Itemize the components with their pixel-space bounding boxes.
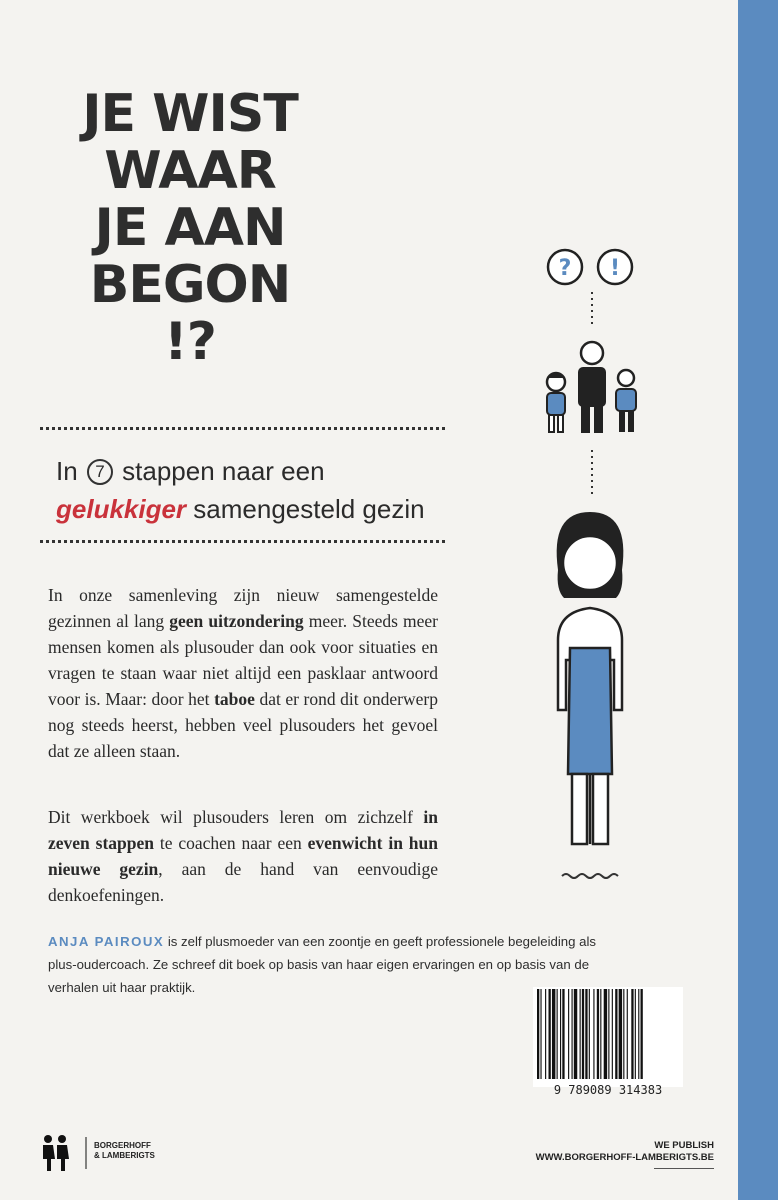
author-bio-text: is zelf plusmoeder van een zoontje en geeft professionele begeleiding als plus-oudercoach. Ze schreef dit boek op basis van haar eigen ervaringen en op basis van de verhalen uit haar praktijk. — [48, 934, 597, 995]
barcode-bar — [612, 989, 613, 1079]
blurb-paragraph-2 — [48, 804, 438, 908]
publisher-web — [536, 1140, 714, 1169]
tagline-highlight: gelukkiger — [56, 494, 187, 524]
barcode-bar — [635, 989, 636, 1079]
barcode-bar — [568, 989, 569, 1079]
barcode-bar — [615, 989, 617, 1079]
dotted-divider-top — [40, 427, 445, 430]
barcode-bars — [533, 987, 683, 1082]
family-illustration — [520, 240, 670, 890]
book-title — [0, 86, 380, 371]
publisher-underline — [654, 1168, 714, 1169]
p2-text-a: Dit werkboek wil plusouders leren om zichzelf — [48, 807, 413, 827]
step-count-badge: 7 — [87, 459, 113, 485]
blurb-paragraph-1 — [48, 582, 438, 764]
barcode — [533, 987, 683, 1087]
barcode-bar — [600, 989, 601, 1079]
barcode-bar — [619, 989, 622, 1079]
tagline-prefix: In — [56, 456, 78, 486]
barcode-bar — [562, 989, 564, 1079]
woman-icon — [557, 512, 624, 844]
publisher-name-line-1: BORGERHOFF — [94, 1141, 151, 1150]
p1-bold-d: taboe — [214, 689, 255, 709]
isbn-number: 9 789089 314383 — [553, 1083, 663, 1097]
barcode-bar — [627, 989, 628, 1079]
barcode-bar — [580, 989, 581, 1079]
p2-bold-d: evenwicht in hun nieuwe gezin — [48, 833, 438, 879]
tagline-line1-rest: stappen naar een — [122, 456, 325, 486]
title-line-1: JE WIST — [82, 84, 298, 144]
publisher-name — [94, 1141, 155, 1161]
dotted-divider-bottom — [40, 540, 445, 543]
barcode-bar — [623, 989, 624, 1079]
barcode-bar — [560, 989, 561, 1079]
p1-text-e: dat er rond dit onderwerp nog steeds heerst, hebben veel plusouders het gevoel dat ze alleen staan. — [48, 689, 438, 761]
p2-text-c: te coachen naar een — [159, 833, 302, 853]
publisher-website: WWW.BORGERHOFF-LAMBERIGTS.BE — [535, 1152, 714, 1163]
exclamation-bubble-icon — [598, 250, 632, 284]
barcode-bar — [549, 989, 551, 1079]
tagline — [56, 452, 496, 528]
barcode-bar — [608, 989, 609, 1079]
barcode-bar — [557, 989, 558, 1079]
barcode-bar — [589, 989, 590, 1079]
child-boy-icon — [616, 370, 636, 432]
title-line-2: WAAR — [104, 141, 276, 201]
title-line-3: JE AAN — [94, 198, 286, 258]
question-bubble-icon — [548, 250, 582, 284]
p1-text-c: meer. Steeds meer mensen komen als plusouder dan ook voor situaties en vragen te staan waar niet altijd een pasklaar antwoord voor is. Maar: door het — [48, 611, 438, 709]
publisher-name-line-2: & LAMBERIGTS — [94, 1151, 155, 1160]
title-line-4: BEGON — [89, 255, 291, 315]
barcode-bar — [604, 989, 607, 1079]
man-icon — [578, 342, 606, 433]
barcode-bar — [597, 989, 599, 1079]
svg-text:!: ! — [609, 256, 621, 281]
p1-text-a: In onze samenleving zijn nieuw samengestelde gezinnen al lang — [48, 585, 438, 631]
p1-bold-b: geen uitzondering — [169, 611, 304, 631]
barcode-bar — [552, 989, 555, 1079]
tagline-line-1 — [56, 452, 496, 490]
p2-text-e: , aan de hand van eenvoudige denkoefeningen. — [48, 859, 438, 905]
wave-divider — [562, 874, 618, 878]
tagline-line-2 — [56, 490, 496, 528]
barcode-bar — [638, 989, 639, 1079]
title-line-5: !? — [164, 312, 216, 372]
barcode-bar — [545, 989, 546, 1079]
barcode-bar — [593, 989, 594, 1079]
barcode-bar — [572, 989, 573, 1079]
book-spine — [738, 0, 778, 1200]
barcode-bar — [540, 989, 541, 1079]
tagline-line2-rest: samengesteld gezin — [193, 494, 425, 524]
barcode-bar — [585, 989, 587, 1079]
author-bio — [48, 930, 608, 999]
publisher-tagline: WE PUBLISH — [654, 1140, 714, 1151]
p2-bold-b: in zeven stappen — [48, 807, 439, 853]
barcode-bar — [582, 989, 584, 1079]
child-girl-icon — [547, 372, 565, 432]
author-name: ANJA PAIROUX — [48, 934, 165, 949]
barcode-bar — [574, 989, 577, 1079]
svg-text:?: ? — [558, 256, 572, 281]
barcode-bar — [537, 989, 539, 1079]
barcode-bar — [641, 989, 643, 1079]
barcode-bar — [631, 989, 633, 1079]
